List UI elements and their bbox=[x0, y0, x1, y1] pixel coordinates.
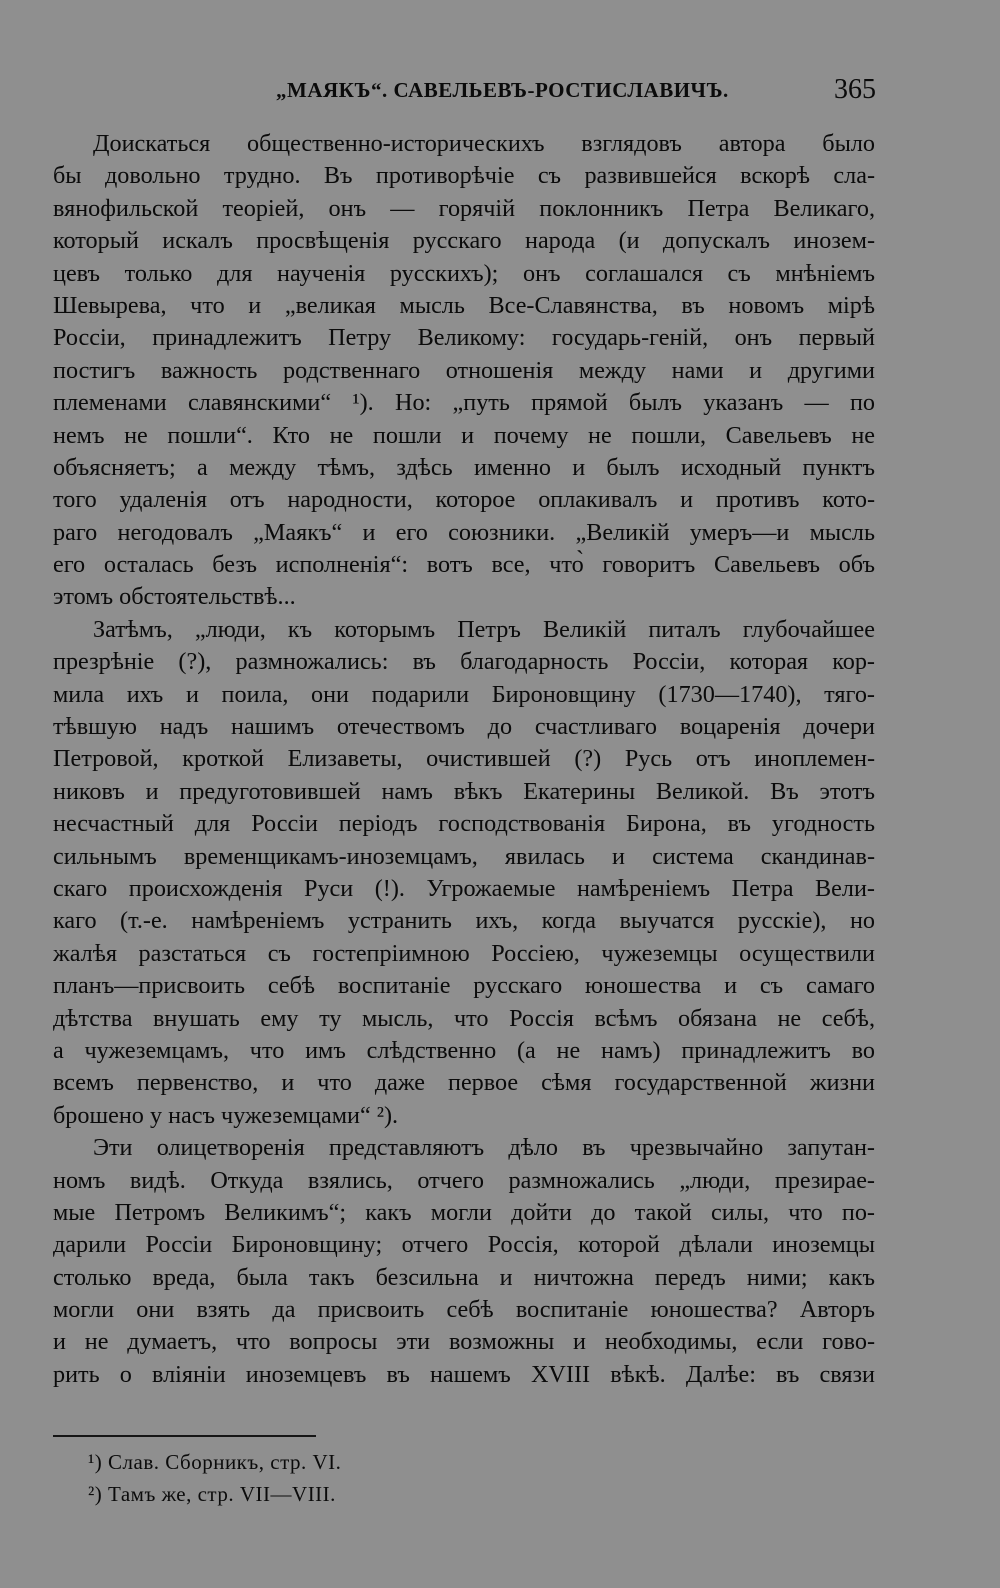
text-line: дарили Россіи Бироновщину; отчего Россія, которой дѣлали иноземцы bbox=[53, 1231, 875, 1259]
text-line: дѣтства внушать ему ту мысль, что Россія всѣмъ обязана не себѣ, bbox=[53, 1004, 875, 1032]
text-line: презрѣніе (?), размножались: въ благодарность Россіи, которая кор- bbox=[53, 648, 875, 676]
text-line: его осталась безъ исполненія“: вотъ все, что̀ говоритъ Савельевъ объ bbox=[53, 551, 875, 579]
text-line: этомъ обстоятельствѣ... bbox=[53, 583, 296, 611]
running-title: „МАЯКЪ“. САВЕЛЬЕВЪ-РОСТИСЛАВИЧЪ. bbox=[276, 78, 729, 102]
text-line: брошено у насъ чужеземцами“ ²). bbox=[53, 1101, 399, 1129]
page-number: 365 bbox=[834, 74, 876, 105]
text-line: мила ихъ и поила, они подарили Бироновщину (1730—1740), тяго- bbox=[53, 680, 875, 708]
text-line: племенами славянскими“ ¹). Но: „путь прямой былъ указанъ — по bbox=[53, 389, 875, 417]
text-line: вянофильской теоріей, онъ — горячій поклонникъ Петра Великаго, bbox=[53, 194, 875, 222]
text-line: никовъ и предуготовившей намъ вѣкъ Екатерины Великой. Въ этотъ bbox=[53, 777, 875, 805]
text-line: Доискаться общественно-историческихъ взглядовъ автора было bbox=[93, 130, 875, 157]
text-line: всемъ первенство, и что даже первое сѣмя государственной жизни bbox=[53, 1069, 875, 1097]
text-line: каго (т.-е. намѣреніемъ устранить ихъ, когда выучатся русскіе), но bbox=[53, 907, 875, 935]
text-line: немъ не пошли“. Кто не пошли и почему не пошли, Савельевъ не bbox=[53, 421, 875, 449]
text-line: Эти олицетворенія представляютъ дѣло въ чрезвычайно запутан- bbox=[93, 1134, 875, 1162]
text-line: а чужеземцамъ, что имъ слѣдственно (а не намъ) принадлежитъ во bbox=[53, 1036, 875, 1064]
text-line: жалѣя разстаться съ гостепріимною Россіею, чужеземцы осуществили bbox=[53, 939, 875, 967]
text-line: столько вреда, была такъ безсильна и ничтожна передъ ними; какъ bbox=[53, 1263, 875, 1291]
footnote-divider bbox=[53, 1435, 316, 1437]
text-line: тѣвшую надъ нашимъ отечествомъ до счастливаго воцаренія дочери bbox=[53, 713, 875, 741]
text-line: постигъ важность родственнаго отношенія между нами и другими bbox=[53, 356, 875, 384]
text-line: рить о вліяніи иноземцевъ въ нашемъ XVIII вѣкѣ. Далѣе: въ связи bbox=[53, 1360, 875, 1388]
text-line: цевъ только для наученія русскихъ); онъ соглашался съ мнѣніемъ bbox=[53, 259, 875, 287]
text-line: мые Петромъ Великимъ“; какъ могли дойти до такой силы, что по- bbox=[53, 1198, 875, 1226]
text-line: и не думаетъ, что вопросы эти возможны и необходимы, если гово- bbox=[53, 1328, 875, 1356]
text-line: номъ видѣ. Откуда взялись, отчего размножались „люди, презирае- bbox=[53, 1166, 875, 1194]
text-line: который искалъ просвѣщенія русскаго народа (и допускалъ инозем- bbox=[53, 227, 875, 255]
text-line: объясняетъ; а между тѣмъ, здѣсь именно и былъ исходный пунктъ bbox=[53, 453, 875, 481]
text-line: Петровой, кроткой Елизаветы, очистившей (?) Русь отъ иноплемен- bbox=[53, 745, 875, 773]
text-line: бы довольно трудно. Въ противорѣчіе съ развившейся вскорѣ сла- bbox=[53, 162, 875, 190]
text-line: планъ—присвоить себѣ воспитаніе русскаго юношества и съ самаго bbox=[53, 972, 875, 1000]
footnote-1: ¹) Слав. Сборникъ, стр. VI. bbox=[88, 1450, 342, 1474]
text-line: сильнымъ временщикамъ-иноземцамъ, явилась и система скандинав- bbox=[53, 842, 875, 870]
text-line: раго негодовалъ „Маякъ“ и его союзники. „Великій умеръ—и мысль bbox=[53, 518, 875, 546]
page-header bbox=[96, 74, 876, 108]
body-text bbox=[53, 128, 875, 1391]
footnotes bbox=[88, 1446, 341, 1510]
text-line: того удаленія отъ народности, которое оплакивалъ и противъ кото- bbox=[53, 486, 875, 514]
text-line: скаго происхожденія Руси (!). Угрожаемые намѣреніемъ Петра Вели- bbox=[53, 874, 875, 902]
text-line: несчастный для Россіи періодъ господствованія Бирона, въ угодность bbox=[53, 810, 875, 838]
text-line: могли они взять да присвоить себѣ воспитаніе юношества? Авторъ bbox=[53, 1296, 875, 1324]
footnote-2: ²) Тамъ же, стр. VII—VIII. bbox=[88, 1482, 336, 1506]
text-line: Россіи, принадлежитъ Петру Великому: государь-геній, онъ первый bbox=[53, 324, 875, 352]
text-line: Шевырева, что и „великая мысль Все-Славянства, въ новомъ мірѣ bbox=[53, 291, 875, 319]
text-line: Затѣмъ, „люди, къ которымъ Петръ Великій питалъ глубочайшее bbox=[93, 615, 875, 643]
